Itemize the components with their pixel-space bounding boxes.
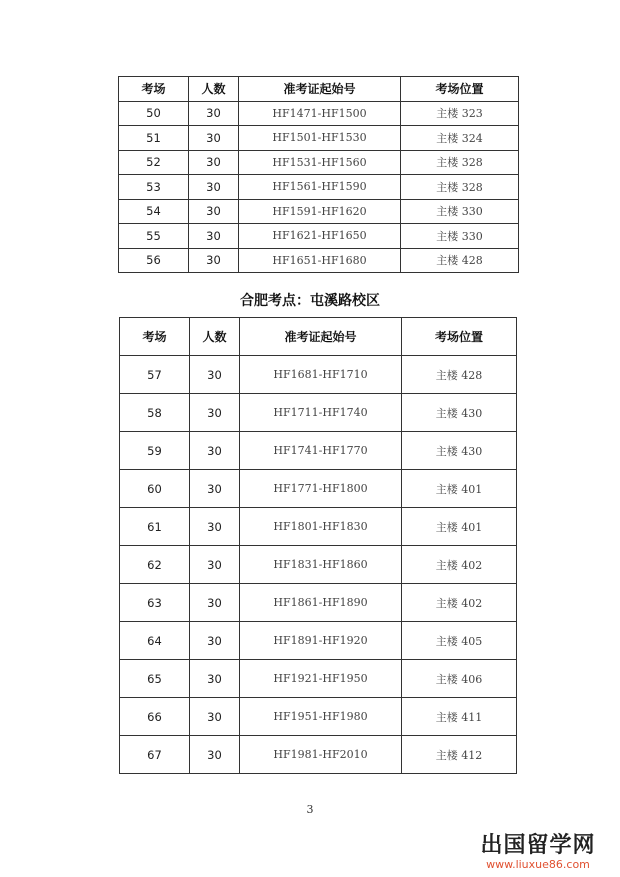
header-room: 考场 <box>119 77 189 102</box>
table-row <box>120 356 517 394</box>
cell-ticket-range: HF1591-HF1620 <box>239 199 401 224</box>
table-body <box>119 101 519 273</box>
cell-count: 30 <box>190 394 240 432</box>
cell-room: 56 <box>119 248 189 273</box>
table-row <box>120 432 517 470</box>
cell-location: 主楼 430 <box>402 394 517 432</box>
table-row <box>119 224 519 249</box>
exam-room-table-1 <box>118 76 519 273</box>
page-number: 3 <box>306 803 314 816</box>
cell-count: 30 <box>190 584 240 622</box>
cell-room: 55 <box>119 224 189 249</box>
cell-ticket-range: HF1771-HF1800 <box>240 470 402 508</box>
cell-count: 30 <box>189 199 239 224</box>
header-room: 考场 <box>120 318 190 356</box>
cell-room: 58 <box>120 394 190 432</box>
table-row <box>120 394 517 432</box>
watermark-logo <box>468 833 608 871</box>
watermark-url: www.liuxue86.com <box>486 858 590 871</box>
cell-room: 54 <box>119 199 189 224</box>
cell-ticket-range: HF1561-HF1590 <box>239 175 401 200</box>
table-row <box>119 248 519 273</box>
table-row <box>120 736 517 774</box>
cell-location: 主楼 330 <box>401 224 519 249</box>
table-row <box>120 508 517 546</box>
cell-count: 30 <box>190 736 240 774</box>
table-body <box>120 356 517 774</box>
header-location: 考场位置 <box>401 77 519 102</box>
cell-room: 64 <box>120 622 190 660</box>
table-row <box>120 622 517 660</box>
cell-location: 主楼 411 <box>402 698 517 736</box>
cell-room: 63 <box>120 584 190 622</box>
cell-location: 主楼 428 <box>401 248 519 273</box>
cell-ticket-range: HF1891-HF1920 <box>240 622 402 660</box>
cell-room: 51 <box>119 126 189 151</box>
cell-location: 主楼 405 <box>402 622 517 660</box>
watermark-name: 出国留学网 <box>480 833 596 858</box>
cell-room: 67 <box>120 736 190 774</box>
cell-ticket-range: HF1501-HF1530 <box>239 126 401 151</box>
header-location: 考场位置 <box>402 318 517 356</box>
table-row <box>119 126 519 151</box>
cell-ticket-range: HF1681-HF1710 <box>240 356 402 394</box>
cell-count: 30 <box>190 660 240 698</box>
table-row <box>120 546 517 584</box>
cell-count: 30 <box>189 175 239 200</box>
section-title: 合肥考点：屯溪路校区 <box>240 293 380 309</box>
header-ticket-range: 准考证起始号 <box>239 77 401 102</box>
header-ticket-range: 准考证起始号 <box>240 318 402 356</box>
cell-room: 53 <box>119 175 189 200</box>
cell-room: 59 <box>120 432 190 470</box>
cell-count: 30 <box>189 224 239 249</box>
cell-room: 61 <box>120 508 190 546</box>
cell-count: 30 <box>189 101 239 126</box>
table-row <box>119 101 519 126</box>
cell-count: 30 <box>190 622 240 660</box>
cell-ticket-range: HF1651-HF1680 <box>239 248 401 273</box>
table-row <box>119 199 519 224</box>
cell-ticket-range: HF1531-HF1560 <box>239 150 401 175</box>
cell-ticket-range: HF1951-HF1980 <box>240 698 402 736</box>
header-count: 人数 <box>189 77 239 102</box>
table-row <box>120 660 517 698</box>
cell-count: 30 <box>189 126 239 151</box>
cell-ticket-range: HF1801-HF1830 <box>240 508 402 546</box>
cell-room: 65 <box>120 660 190 698</box>
cell-location: 主楼 323 <box>401 101 519 126</box>
table-header-row <box>120 318 517 356</box>
table-header-row <box>119 77 519 102</box>
cell-location: 主楼 406 <box>402 660 517 698</box>
cell-count: 30 <box>190 546 240 584</box>
cell-room: 66 <box>120 698 190 736</box>
cell-location: 主楼 401 <box>402 470 517 508</box>
cell-count: 30 <box>190 470 240 508</box>
exam-room-table-2 <box>119 317 517 774</box>
header-count: 人数 <box>190 318 240 356</box>
table-row <box>120 470 517 508</box>
cell-ticket-range: HF1861-HF1890 <box>240 584 402 622</box>
cell-count: 30 <box>190 356 240 394</box>
cell-count: 30 <box>189 150 239 175</box>
cell-room: 57 <box>120 356 190 394</box>
cell-count: 30 <box>189 248 239 273</box>
table-row <box>120 584 517 622</box>
cell-ticket-range: HF1621-HF1650 <box>239 224 401 249</box>
cell-location: 主楼 402 <box>402 546 517 584</box>
cell-location: 主楼 412 <box>402 736 517 774</box>
cell-location: 主楼 428 <box>402 356 517 394</box>
cell-ticket-range: HF1831-HF1860 <box>240 546 402 584</box>
cell-count: 30 <box>190 698 240 736</box>
cell-location: 主楼 328 <box>401 175 519 200</box>
cell-ticket-range: HF1471-HF1500 <box>239 101 401 126</box>
cell-ticket-range: HF1981-HF2010 <box>240 736 402 774</box>
cell-ticket-range: HF1921-HF1950 <box>240 660 402 698</box>
cell-room: 62 <box>120 546 190 584</box>
cell-ticket-range: HF1741-HF1770 <box>240 432 402 470</box>
cell-location: 主楼 330 <box>401 199 519 224</box>
cell-location: 主楼 402 <box>402 584 517 622</box>
cell-location: 主楼 324 <box>401 126 519 151</box>
cell-count: 30 <box>190 508 240 546</box>
cell-count: 30 <box>190 432 240 470</box>
cell-location: 主楼 430 <box>402 432 517 470</box>
cell-ticket-range: HF1711-HF1740 <box>240 394 402 432</box>
table-row <box>120 698 517 736</box>
cell-room: 50 <box>119 101 189 126</box>
cell-room: 60 <box>120 470 190 508</box>
cell-location: 主楼 401 <box>402 508 517 546</box>
cell-location: 主楼 328 <box>401 150 519 175</box>
cell-room: 52 <box>119 150 189 175</box>
table-row <box>119 175 519 200</box>
table-row <box>119 150 519 175</box>
